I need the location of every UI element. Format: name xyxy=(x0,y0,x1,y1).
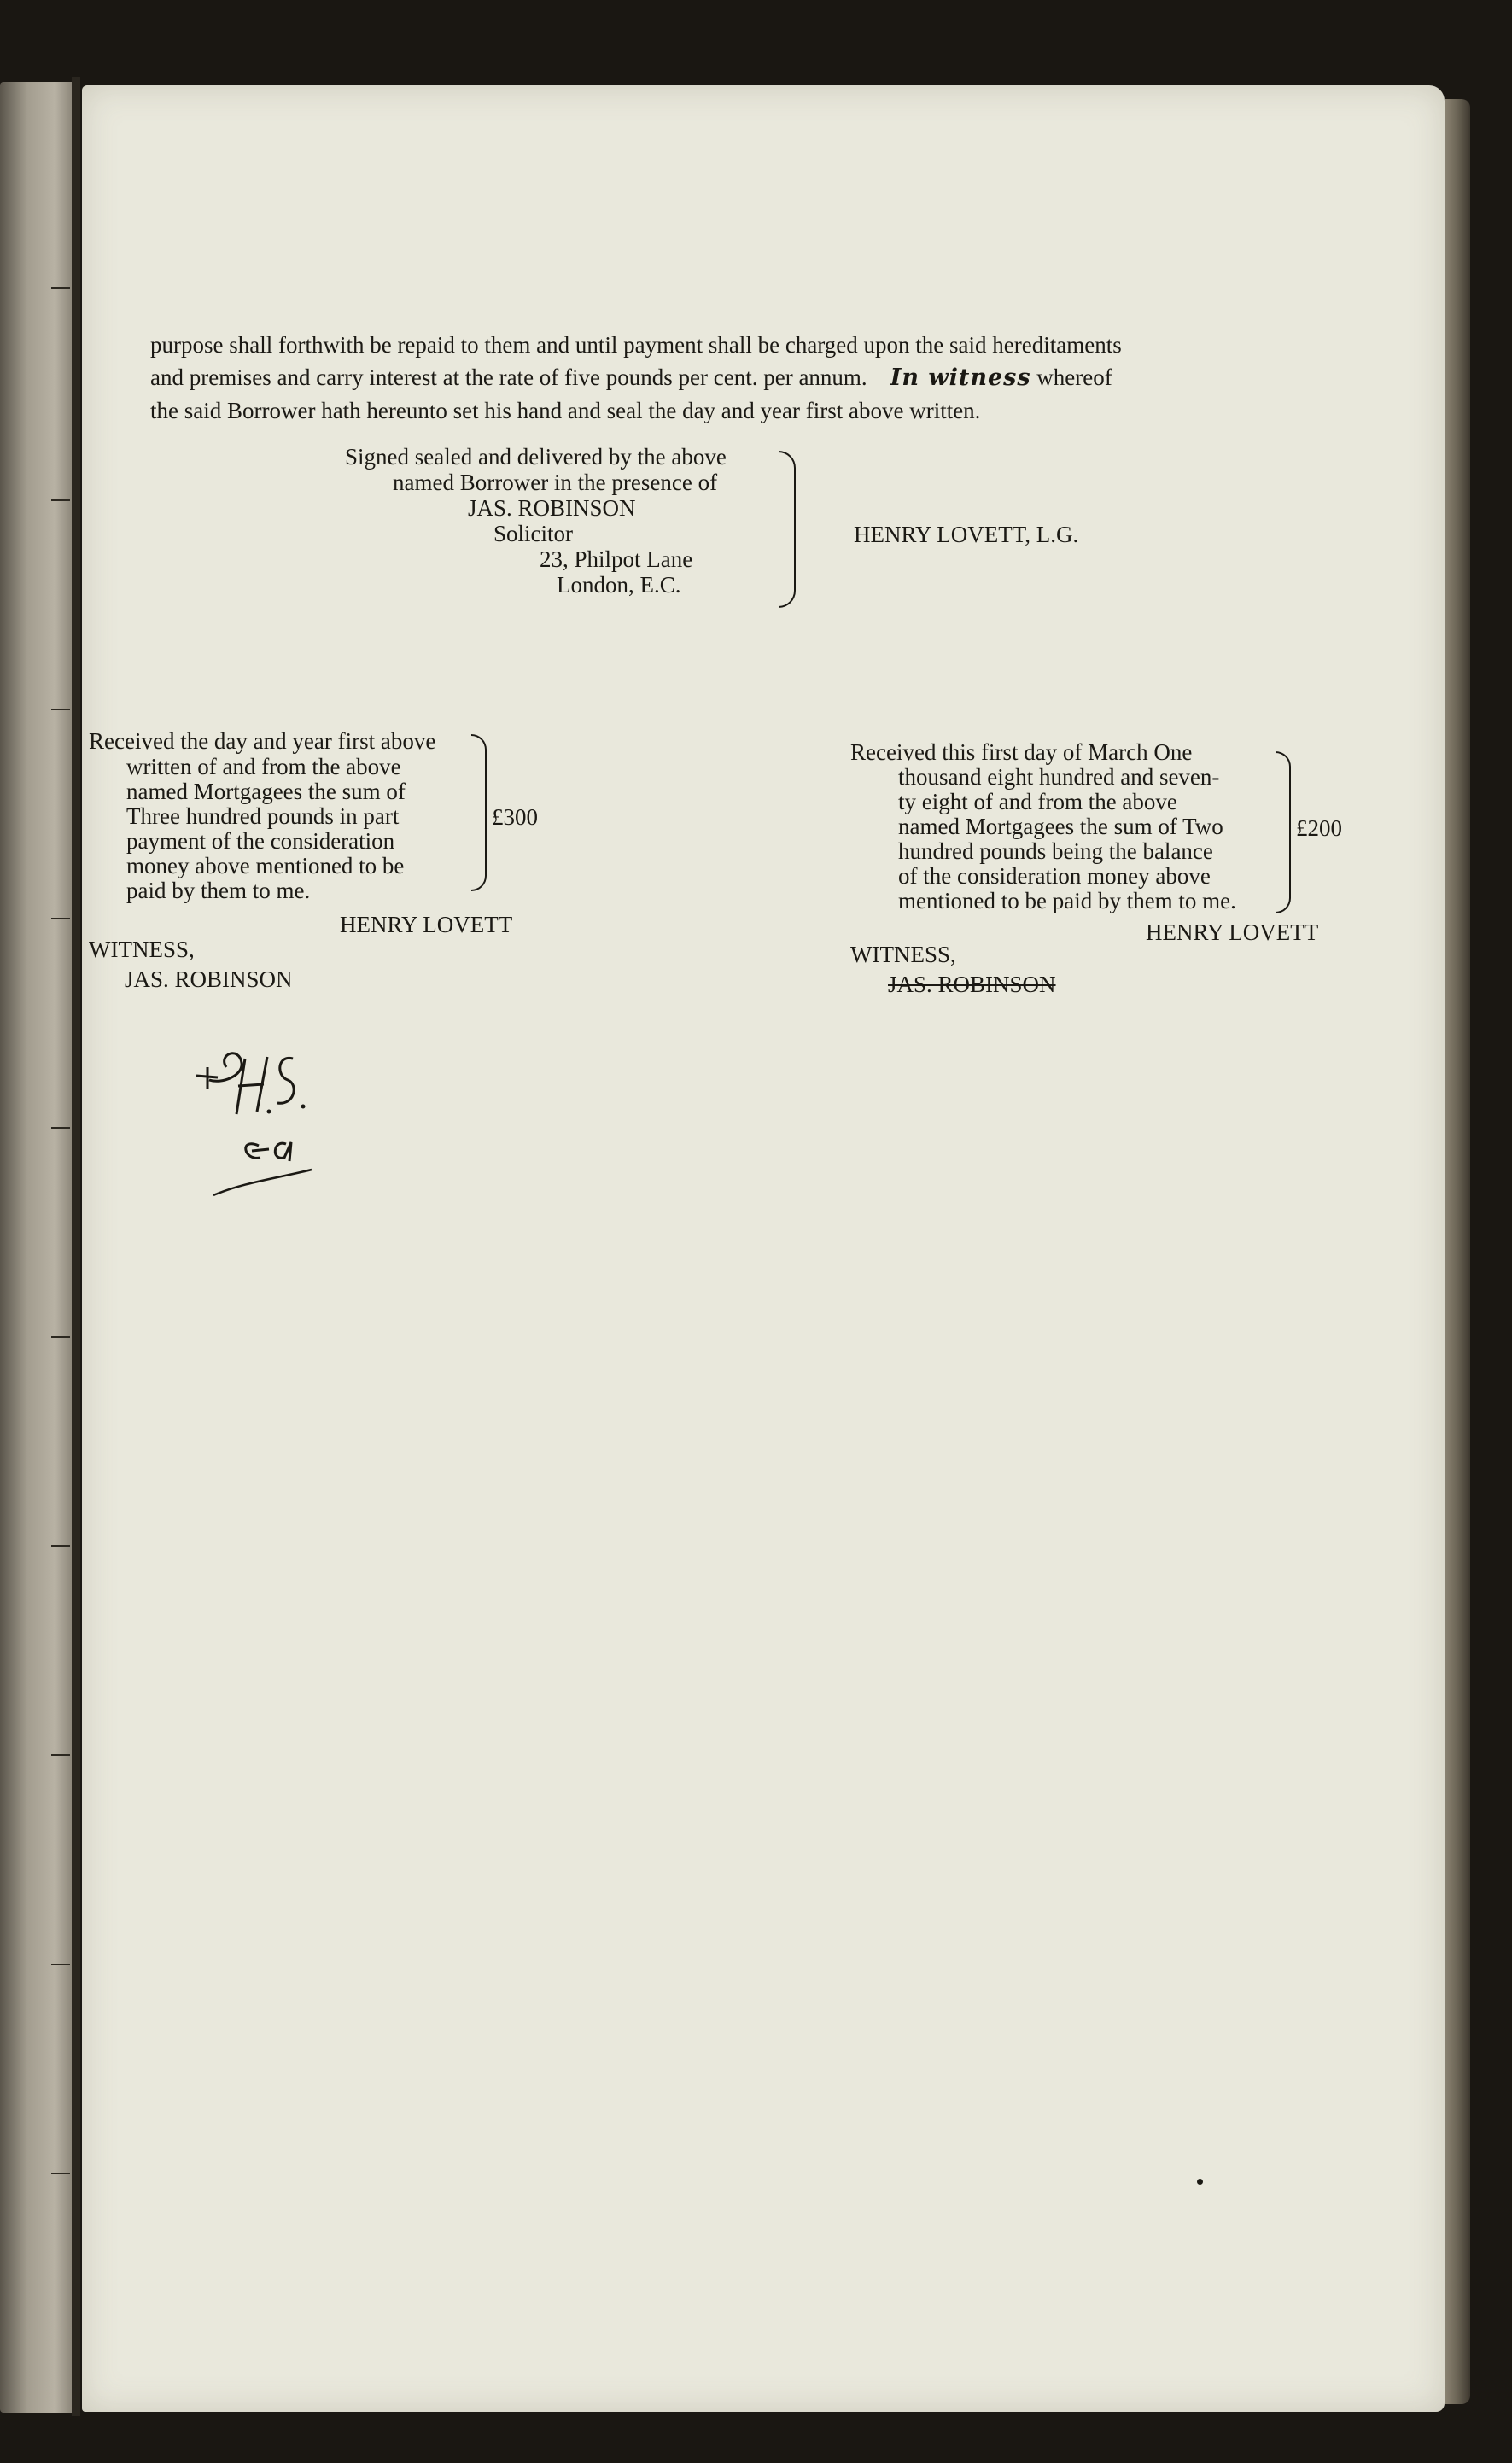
receipt-left-brace xyxy=(471,734,487,891)
attestation-brace xyxy=(779,451,796,608)
receipt-left-signature: HENRY LOVETT xyxy=(340,912,513,937)
page-stack-edge xyxy=(1445,99,1470,2404)
attestation-line: named Borrower in the presence of xyxy=(393,470,718,495)
receipt-right-line: of the consideration money above xyxy=(898,863,1211,889)
receipt-left-witness-name: JAS. ROBINSON xyxy=(125,966,293,992)
receipt-left-line: Three hundred pounds in part xyxy=(126,803,400,829)
paragraph-line: the said Borrower hath hereunto set his hand and seal the day and year first above written. xyxy=(150,398,981,423)
book-binding xyxy=(72,77,80,2416)
binding-stitch xyxy=(51,918,70,919)
binding-stitch xyxy=(51,1964,70,1965)
receipt-right-line: thousand eight hundred and seven- xyxy=(898,764,1220,790)
binding-stitch xyxy=(51,2173,70,2174)
attestation-witness-title: Solicitor xyxy=(493,521,573,546)
attestation-address: 23, Philpot Lane xyxy=(540,546,693,572)
receipt-right-line: mentioned to be paid by them to me. xyxy=(898,888,1236,913)
receipt-right-brace xyxy=(1276,751,1291,913)
receipt-right-witness-name-struck: JAS. ROBINSON xyxy=(888,972,1056,997)
paragraph-line: purpose shall forthwith be repaid to them and until payment shall be charged upon the said hereditaments xyxy=(150,332,1122,358)
receipt-left-line: payment of the consideration xyxy=(126,828,395,854)
attestation-line: Signed sealed and delivered by the above xyxy=(345,444,727,470)
attestation-witness-name: JAS. ROBINSON xyxy=(468,495,636,521)
receipt-left-amount: £300 xyxy=(492,804,538,830)
binding-stitch xyxy=(51,1127,70,1129)
facing-page-edge xyxy=(0,82,79,2413)
in-witness-phrase: In witness xyxy=(890,365,1031,391)
ink-dot xyxy=(1197,2179,1203,2185)
paragraph-text: whereof xyxy=(1036,365,1112,390)
receipt-left-line: money above mentioned to be xyxy=(126,853,405,878)
paragraph-line xyxy=(150,361,1252,394)
binding-stitch xyxy=(51,1545,70,1547)
receipt-left-line: written of and from the above xyxy=(126,754,401,779)
receipt-right-witness-label: WITNESS, xyxy=(850,942,956,967)
receipt-left-line: named Mortgagees the sum of xyxy=(126,779,406,804)
receipt-right-line: hundred pounds being the balance xyxy=(898,838,1213,864)
binding-stitch xyxy=(51,1336,70,1338)
receipt-left-line: Received the day and year first above xyxy=(89,728,436,754)
receipt-right-signature: HENRY LOVETT xyxy=(1146,919,1319,945)
document-page xyxy=(82,85,1445,2412)
binding-stitch xyxy=(51,499,70,501)
binding-stitch xyxy=(51,287,70,289)
receipt-left-line: paid by them to me. xyxy=(126,878,311,903)
receipt-right-amount: £200 xyxy=(1296,815,1342,841)
borrower-signature: HENRY LOVETT, L.G. xyxy=(854,522,1079,547)
closing-paragraph xyxy=(150,329,1252,427)
attestation-address: London, E.C. xyxy=(557,572,681,598)
binding-stitch xyxy=(51,709,70,710)
binding-stitch xyxy=(51,1754,70,1756)
handwritten-initials xyxy=(192,1033,346,1204)
receipt-right-line: ty eight of and from the above xyxy=(898,789,1177,814)
receipt-right-line: Received this first day of March One xyxy=(850,739,1193,765)
paragraph-text: and premises and carry interest at the rate of five pounds per cent. per annum. xyxy=(150,365,867,390)
receipt-left-witness-label: WITNESS, xyxy=(89,937,195,962)
receipt-right-line: named Mortgagees the sum of Two xyxy=(898,814,1223,839)
